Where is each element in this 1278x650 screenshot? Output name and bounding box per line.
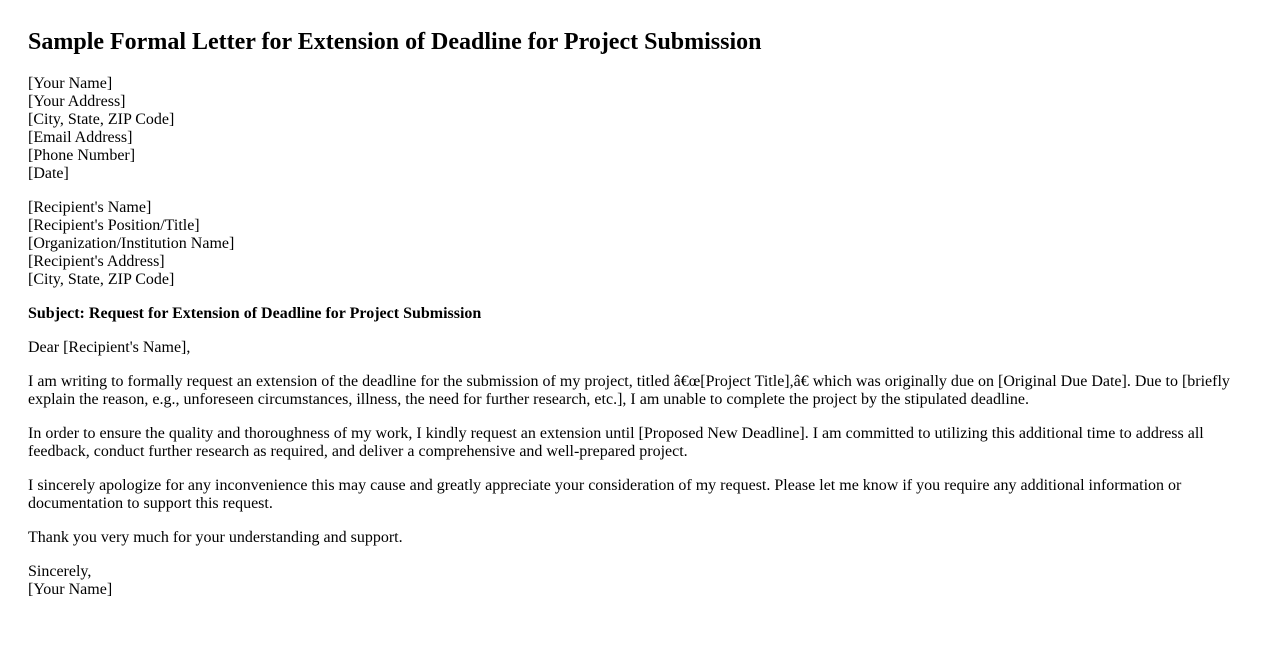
recipient-organization: [Organization/Institution Name] <box>28 235 235 252</box>
closing-signature-name: [Your Name] <box>28 581 113 598</box>
sender-name: [Your Name] <box>28 75 113 92</box>
page-title: Sample Formal Letter for Extension of Deadline for Project Submission <box>28 29 762 55</box>
body-paragraph-apology: I sincerely apologize for any inconvenience this may cause and greatly appreciate your consideration of my request. Please let me know if you require any additional information or documentation to support this request. <box>28 477 1182 512</box>
letter-subject: Subject: Request for Extension of Deadline for Project Submission <box>28 305 482 322</box>
body-paragraph-request: I am writing to formally request an extension of the deadline for the submission of my project, titled â€œ[Project Title],â€ which was originally due on [Original Due Date]. Due to [briefly explain the reason, e.g., unforeseen circumstances, illness, the need for further research, etc.], I am unable to complete the project by the stipulated deadline. <box>28 373 1230 408</box>
letter-date: [Date] <box>28 165 69 182</box>
sender-address-block <box>28 75 1250 183</box>
recipient-address-block <box>28 199 1250 289</box>
recipient-name: [Recipient's Name] <box>28 199 152 216</box>
closing-block <box>28 563 1250 599</box>
body-paragraph-commitment: In order to ensure the quality and thoroughness of my work, I kindly request an extension until [Proposed New Deadline]. I am committed to utilizing this additional time to address all feedback, conduct further research as required, and deliver a comprehensive and well-prepared project. <box>28 425 1204 460</box>
sender-city-state-zip: [City, State, ZIP Code] <box>28 111 175 128</box>
sender-phone: [Phone Number] <box>28 147 136 164</box>
body-paragraph-thanks: Thank you very much for your understanding and support. <box>28 529 403 546</box>
sender-email: [Email Address] <box>28 129 133 146</box>
closing-valediction: Sincerely, <box>28 563 92 580</box>
salutation: Dear [Recipient's Name], <box>28 339 191 356</box>
recipient-address: [Recipient's Address] <box>28 253 165 270</box>
recipient-city-state-zip: [City, State, ZIP Code] <box>28 271 175 288</box>
recipient-position: [Recipient's Position/Title] <box>28 217 200 234</box>
sender-address: [Your Address] <box>28 93 126 110</box>
